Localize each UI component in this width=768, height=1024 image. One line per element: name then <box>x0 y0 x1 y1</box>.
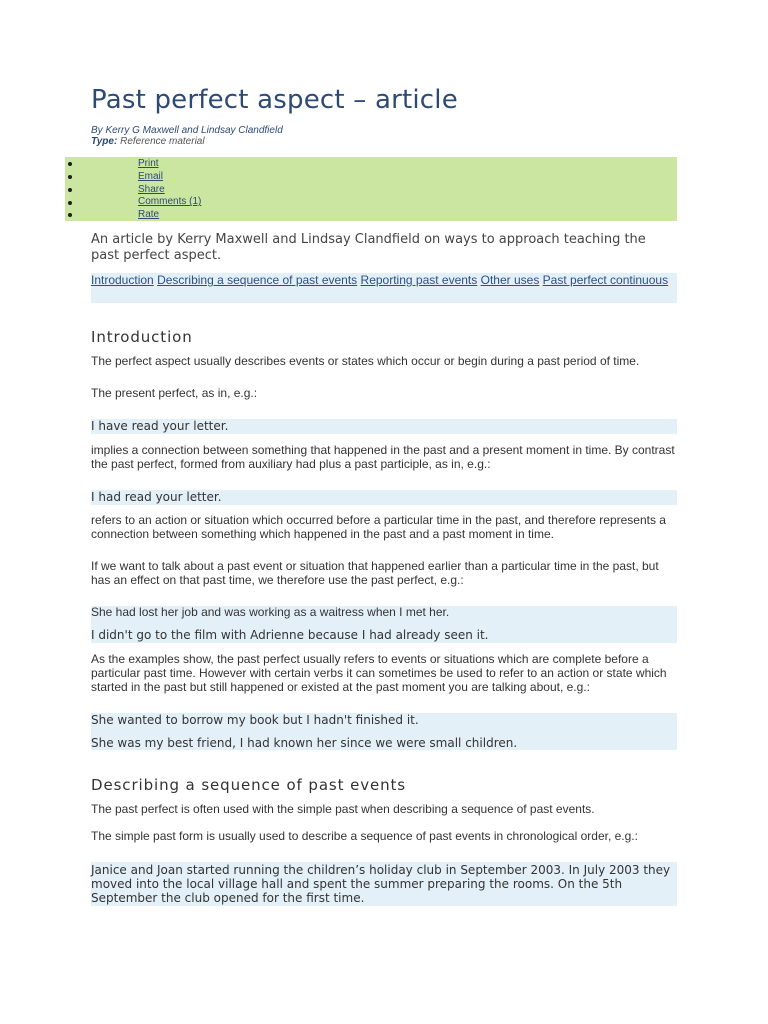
share-link[interactable]: Share <box>138 183 165 195</box>
bullet-icon <box>68 213 72 217</box>
paragraph: If we want to talk about a past event or situation that happened earlier than a particular time in the past, but has an effect on that past time, we therefore use the past perfect, e.g.: <box>91 559 659 587</box>
toc-link-continuous[interactable]: Past perfect continuous <box>542 273 669 287</box>
type-line <box>91 136 205 148</box>
action-item-print <box>65 158 677 171</box>
paragraph: The past perfect is often used with the simple past when describing a sequence of past events. <box>91 802 595 816</box>
example-sentence: Janice and Joan started running the children’s holiday club in September 2003. In July 2003 they moved into the local village hall and spent the summer preparing the rooms. On the 5th September the club opened for the first time. <box>91 863 671 905</box>
example-box <box>91 862 677 906</box>
paragraph: The simple past form is usually used to describe a sequence of past events in chronological order, e.g.: <box>91 829 638 843</box>
toc-link-introduction[interactable]: Introduction <box>91 273 154 287</box>
action-item-email <box>65 171 677 184</box>
example-sentence: She was my best friend, I had known her since we were small children. <box>91 736 518 750</box>
paragraph: As the examples show, the past perfect usually refers to events or situations which are complete before a particular past time. However with certain verbs it can sometimes be used to refer to an action or state which started in the past but still happened or existed at the past moment you are talking about, e.g.: <box>91 652 667 694</box>
type-value: Reference material <box>120 136 205 147</box>
example-sentence: She wanted to borrow my book but I hadn't finished it. <box>91 713 419 727</box>
example-box <box>91 713 677 750</box>
section-heading-sequence: Describing a sequence of past events <box>91 776 407 794</box>
rate-link[interactable]: Rate <box>138 209 160 220</box>
action-item-share <box>65 184 677 197</box>
bullet-icon <box>68 162 72 166</box>
section-heading-introduction: Introduction <box>91 328 193 346</box>
action-item-comments <box>65 196 677 209</box>
bullet-icon <box>68 175 72 179</box>
email-link[interactable]: Email <box>138 170 164 182</box>
article-actions-bar <box>65 157 677 221</box>
action-item-rate <box>65 209 677 222</box>
paragraph: The perfect aspect usually describes events or states which occur or begin during a past period of time. <box>91 354 640 368</box>
example-box <box>91 490 677 505</box>
example-sentence: I had read your letter. <box>91 490 222 504</box>
example-sentence: I have read your letter. <box>91 419 229 433</box>
example-sentence: She had lost her job and was working as a waitress when I met her. <box>91 605 450 619</box>
comments-link[interactable]: Comments (1) <box>138 196 202 208</box>
page-title: Past perfect aspect – article <box>91 85 458 115</box>
intro-paragraph: An article by Kerry Maxwell and Lindsay Clandfield on ways to approach teaching the past perfect aspect. <box>91 232 646 263</box>
bullet-icon <box>68 188 72 192</box>
type-label: Type: <box>91 136 118 147</box>
paragraph: implies a connection between something that happened in the past and a present moment in time. By contrast the past perfect, formed from auxiliary had plus a past participle, as in, e.g.: <box>91 443 675 471</box>
byline: By Kerry G Maxwell and Lindsay Clandfield <box>91 125 283 136</box>
toc-link-other-uses[interactable]: Other uses <box>480 273 540 287</box>
paragraph: The present perfect, as in, e.g.: <box>91 386 258 400</box>
example-box <box>91 606 677 643</box>
bullet-icon <box>68 201 72 205</box>
table-of-contents <box>91 273 677 303</box>
toc-link-sequence[interactable]: Describing a sequence of past events <box>157 273 358 287</box>
example-sentence: I didn't go to the film with Adrienne because I had already seen it. <box>91 628 489 642</box>
example-box <box>91 419 677 434</box>
toc-link-reporting[interactable]: Reporting past events <box>360 273 478 287</box>
print-link[interactable]: Print <box>138 158 159 169</box>
paragraph: refers to an action or situation which occurred before a particular time in the past, and therefore represents a connection between something which happened in the past and a past moment in time. <box>91 513 666 541</box>
